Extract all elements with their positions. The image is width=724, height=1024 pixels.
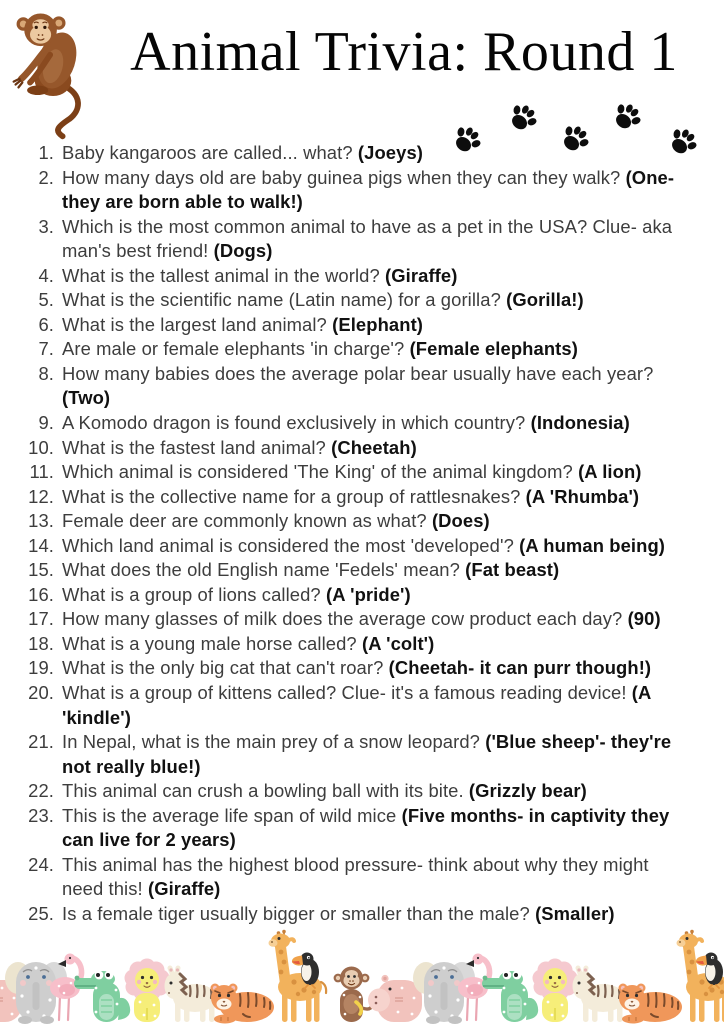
monkey-icon — [6, 4, 102, 145]
question-text: In Nepal, what is the main prey of a snow leopard? — [62, 731, 480, 753]
question-item — [28, 804, 692, 853]
question-item — [28, 534, 692, 559]
question-number: 19. — [28, 657, 54, 679]
answer-text: (Fat beast) — [465, 559, 560, 581]
question-item — [28, 656, 692, 681]
question-item — [28, 853, 692, 902]
question-number: 4. — [38, 264, 54, 286]
question-item — [28, 411, 692, 436]
question-item — [28, 264, 692, 289]
question-number: 23. — [28, 804, 54, 826]
answer-text: (Dogs) — [213, 240, 273, 262]
answer-text: (Giraffe) — [147, 878, 221, 900]
question-text: How many glasses of milk does the average cow product each day? — [62, 608, 623, 630]
animal-border — [0, 928, 724, 1024]
question-number: 14. — [28, 534, 54, 556]
question-item — [28, 337, 692, 362]
page-title: Animal Trivia: Round 1 — [130, 21, 678, 83]
question-text: How many babies does the average polar bear usually have each year? — [62, 362, 654, 384]
question-text: What is a group of kittens called? Clue- it's a famous reading device! — [62, 682, 627, 704]
question-item — [28, 509, 692, 534]
answer-text: (A human being) — [519, 534, 666, 556]
question-item — [28, 779, 692, 804]
question-text: How many days old are baby guinea pigs when they can they walk? — [62, 166, 621, 188]
question-text: Which animal is considered 'The King' of the animal kingdom? — [62, 461, 573, 483]
question-number: 25. — [28, 902, 54, 924]
question-item — [28, 485, 692, 510]
question-item — [28, 436, 692, 461]
question-item — [28, 362, 692, 411]
question-text: This animal can crush a bowling ball with its bite. — [62, 780, 464, 802]
question-text: What is the largest land animal? — [62, 313, 327, 335]
question-item — [28, 583, 692, 608]
answer-text: (One- they are born able to walk!) — [62, 166, 675, 213]
answer-text: (Grizzly bear) — [468, 780, 587, 802]
answer-text: (Giraffe) — [385, 264, 458, 286]
question-item — [28, 166, 692, 215]
question-item — [28, 558, 692, 583]
question-number: 6. — [38, 313, 54, 335]
answer-text: (Female elephants) — [409, 338, 578, 360]
answer-text: (Smaller) — [535, 902, 615, 924]
question-item — [28, 681, 692, 730]
question-item — [28, 632, 692, 657]
question-number: 11. — [29, 461, 54, 483]
question-item — [28, 141, 692, 166]
answer-text: (90) — [627, 608, 661, 630]
question-text: A Komodo dragon is found exclusively in which country? — [62, 412, 526, 434]
question-number: 16. — [28, 583, 54, 605]
question-text: What is the only big cat that can't roar? — [62, 657, 384, 679]
question-text: This animal has the highest blood pressure- think about why they might need this! — [62, 853, 649, 900]
answer-text: (Gorilla!) — [506, 289, 584, 311]
question-number: 12. — [28, 485, 54, 507]
question-text: Are male or female elephants 'in charge'? — [62, 338, 405, 360]
answer-text: ('Blue sheep'- they're not really blue!) — [62, 731, 672, 777]
question-text: What is the fastest land animal? — [62, 436, 326, 458]
question-number: 5. — [38, 289, 54, 311]
question-number: 15. — [28, 559, 54, 581]
question-item — [28, 288, 692, 313]
answer-text: (Does) — [431, 510, 490, 532]
question-number: 7. — [38, 338, 54, 360]
answer-text: (Two) — [62, 387, 111, 409]
question-item — [28, 313, 692, 338]
question-number: 20. — [28, 682, 54, 704]
trivia-question-list — [28, 141, 692, 927]
question-number: 1. — [38, 142, 54, 163]
question-number: 2. — [38, 166, 54, 188]
question-text: What is the tallest animal in the world? — [62, 264, 380, 286]
question-number: 3. — [38, 215, 54, 237]
answer-text: (A 'pride') — [325, 583, 411, 605]
question-text: What is a group of lions called? — [62, 583, 321, 605]
question-number: 21. — [28, 731, 54, 753]
question-number: 10. — [28, 436, 54, 458]
question-text: What does the old English name 'Fedels' mean? — [62, 559, 460, 581]
question-item — [28, 607, 692, 632]
question-text: Female deer are commonly known as what? — [62, 510, 427, 532]
question-number: 24. — [28, 853, 54, 875]
question-text: What is the scientific name (Latin name) for a gorilla? — [62, 289, 501, 311]
question-text: What is a young male horse called? — [62, 632, 357, 654]
answer-text: (Indonesia) — [530, 412, 630, 434]
question-text: Is a female tiger usually bigger or smaller than the male? — [62, 902, 530, 924]
animal-border-illustration — [0, 928, 724, 1024]
question-text: Baby kangaroos are called... what? — [62, 142, 353, 163]
question-item — [28, 460, 692, 485]
question-item — [28, 902, 692, 927]
answer-text: (Five months- in captivity they can live for 2 years) — [62, 804, 670, 851]
question-number: 18. — [28, 632, 54, 654]
answer-text: (Cheetah- it can purr though!) — [388, 657, 652, 679]
question-text: What is the collective name for a group of rattlesnakes? — [62, 485, 521, 507]
question-item — [28, 730, 692, 779]
question-number: 9. — [38, 412, 54, 434]
question-text: This is the average life span of wild mice — [62, 804, 397, 826]
answer-text: (A 'kindle') — [62, 682, 651, 728]
monkey-illustration — [6, 4, 102, 140]
answer-text: (A 'Rhumba') — [525, 485, 640, 507]
question-number: 13. — [28, 510, 54, 532]
question-text: Which land animal is considered the most 'developed'? — [62, 534, 514, 556]
answer-text: (Cheetah) — [331, 436, 417, 458]
answer-text: (Elephant) — [332, 313, 424, 335]
answer-text: (Joeys) — [357, 142, 424, 163]
question-number: 17. — [28, 608, 54, 630]
question-item — [28, 215, 692, 264]
answer-text: (A 'colt') — [361, 632, 435, 654]
question-text: Which is the most common animal to have as a pet in the USA? Clue- aka man's best friend! — [62, 215, 673, 262]
question-number: 8. — [38, 362, 54, 384]
question-number: 22. — [28, 780, 54, 802]
answer-text: (A lion) — [578, 461, 642, 483]
